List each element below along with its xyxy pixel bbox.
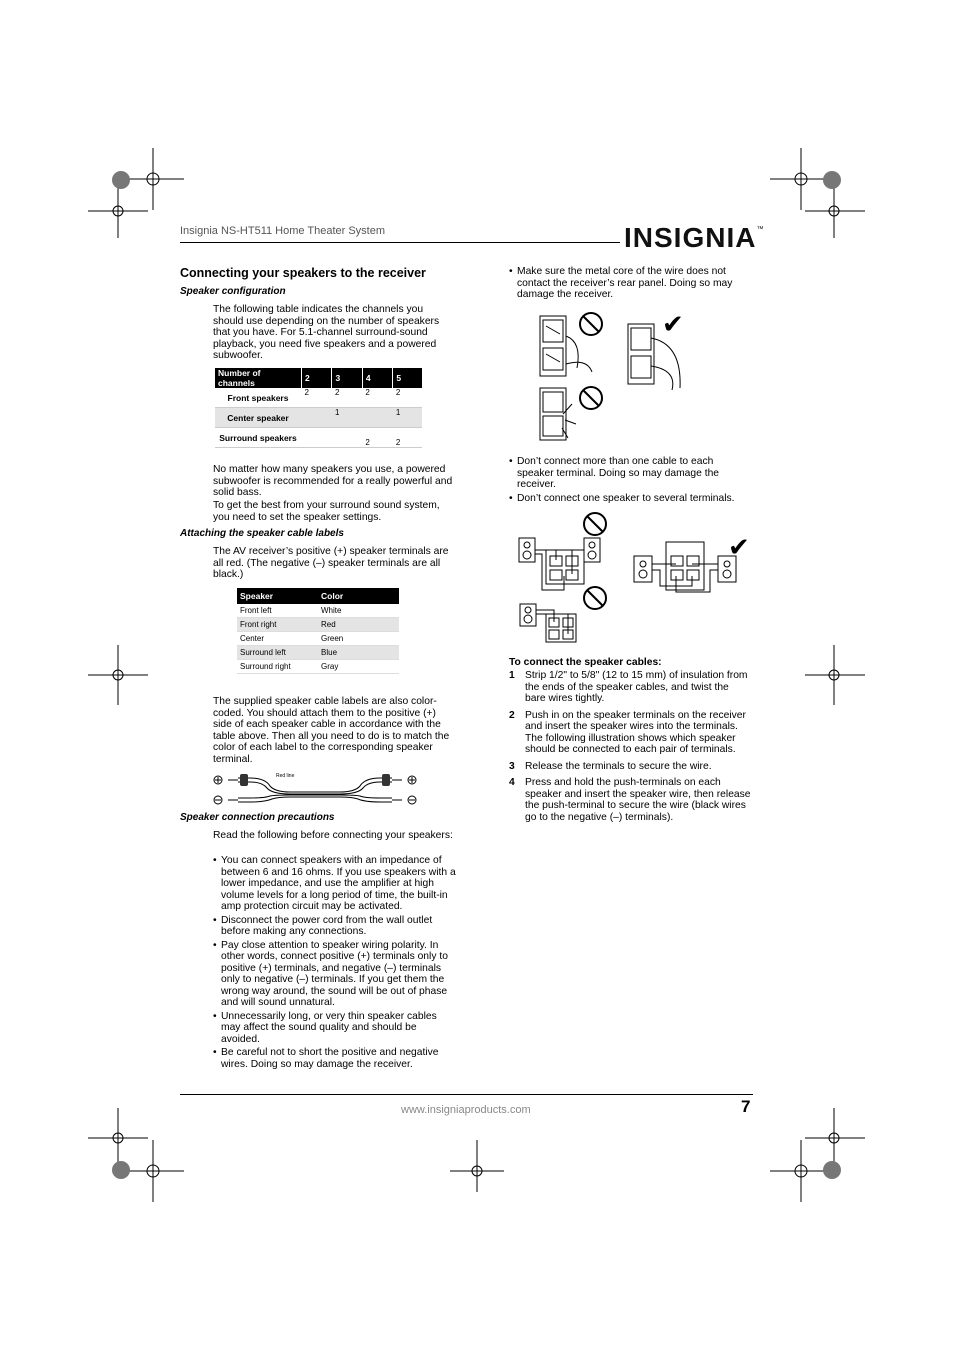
list-item: • You can connect speakers with an impedance of between 6 and 16 ohms. If you use speakers with a lower impedance, and use the amplifier at high volume levels for a long period of time, the built-in amp protection circuit may be activated. — [213, 855, 457, 913]
list-item: • Unnecessarily long, or very thin speaker cables may affect the sound quality and should be avoided. — [213, 1011, 457, 1046]
section-title: Connecting your speakers to the receiver — [180, 266, 426, 280]
config-heading: Speaker configuration — [180, 286, 286, 297]
list-item: • Pay close attention to speaker wiring polarity. In other words, connect positive (+) terminals only to positive (+) terminals, and negative (–) terminals only to negative (–) terminals. If you get them the wrong way around, the sound will be out of phase and will sound unnatural. — [213, 940, 457, 1009]
red-line-label: Red line — [276, 773, 295, 779]
table-row: Front right Red — [237, 618, 399, 632]
table-header: Speaker — [237, 588, 318, 604]
page-number: 7 — [741, 1097, 751, 1116]
list-item: 1 Strip 1/2" to 5/8" (12 to 15 mm) of insulation from the ends of the speaker cables, and twist the bare wires tightly. — [509, 670, 748, 704]
header-title: Insignia NS-HT511 Home Theater System — [180, 225, 386, 237]
table-row: Center speaker 1 1 — [215, 408, 423, 428]
header-rule — [180, 242, 620, 243]
list-item: 4 Press and hold the push-terminals on each speaker and insert the speaker wire, then release the push-terminal to secure the wire (black wires go to the negative (–) terminals). — [509, 777, 751, 823]
list-item: • Don’t connect one speaker to several terminals. — [509, 493, 749, 505]
insignia-logo: INSIGNIA™ — [624, 222, 765, 253]
terminal-notes — [509, 456, 749, 506]
check-mark-icon: ✔ — [662, 310, 684, 340]
list-item: • Make sure the metal core of the wire does not contact the receiver’s rear panel. Doing so may damage the receiver. — [509, 266, 749, 301]
labels-note: The supplied speaker cable labels are also color-coded. You should attach them to the positive (+) side of each speaker cable in accordance with the table above. Then all you need to do is to match the color of each label to the corresponding speaker terminal. — [213, 696, 450, 765]
check-mark-icon: ✔ — [728, 533, 750, 563]
steps-list — [509, 670, 751, 828]
table-header: 3 — [332, 368, 362, 388]
precautions-heading: Speaker connection precautions — [180, 812, 335, 823]
table-row: Surround speakers 2 2 — [215, 428, 423, 448]
list-item: 2 Push in on the speaker terminals on the receiver and insert the speaker wires into the terminals. The following illustration shows which speaker should be connected to each pair of terminals. — [509, 709, 746, 755]
color-table — [237, 588, 399, 674]
table-header: Number of channels — [215, 368, 302, 388]
table-row: Center Green — [237, 632, 399, 646]
labels-intro: The AV receiver’s positive (+) speaker terminals are all red. (The negative (–) speaker terminals are all black.) — [213, 546, 449, 580]
config-note-subwoofer: No matter how many speakers you use, a powered subwoofer is recommended for a really powerful and solid bass. — [213, 464, 453, 498]
table-header: 4 — [362, 368, 392, 388]
table-header: 2 — [302, 368, 332, 388]
channel-table — [214, 368, 422, 448]
config-intro: The following table indicates the channels you should use depending on the number of speakers that you have. For 5.1-channel surround-sound playback, you need five speakers and a powered subwoofer. — [213, 304, 440, 361]
wire-core-note — [509, 266, 749, 303]
precautions-list — [213, 855, 457, 1072]
footer-rule — [180, 1094, 753, 1095]
list-item: • Disconnect the power cord from the wall outlet before making any connections. — [213, 915, 457, 938]
steps-heading: To connect the speaker cables: — [509, 657, 662, 668]
table-header: 5 — [393, 368, 422, 388]
labels-heading: Attaching the speaker cable labels — [180, 528, 344, 539]
table-row: Front left White — [237, 604, 399, 618]
list-item: • Be careful not to short the positive and negative wires. Doing so may damage the receiver. — [213, 1047, 457, 1070]
footer-url[interactable]: www.insigniaproducts.com — [401, 1104, 531, 1116]
speaker-cable-illustration — [210, 768, 422, 810]
precautions-intro: Read the following before connecting your speakers: — [213, 830, 453, 841]
list-item: 3 Release the terminals to secure the wire. — [509, 760, 712, 772]
config-note-settings: To get the best from your surround sound system, you need to set the speaker settings. — [213, 500, 440, 523]
table-row: Surround left Blue — [237, 646, 399, 660]
table-row: Front speakers 2 2 2 2 — [215, 388, 423, 408]
table-header: Color — [318, 588, 399, 604]
table-row: Surround right Gray — [237, 660, 399, 674]
list-item: • Don’t connect more than one cable to each speaker terminal. Doing so may damage the receiver. — [509, 456, 749, 491]
speaker-connection-illustration — [516, 510, 756, 646]
terminal-wire-illustration — [532, 308, 692, 448]
